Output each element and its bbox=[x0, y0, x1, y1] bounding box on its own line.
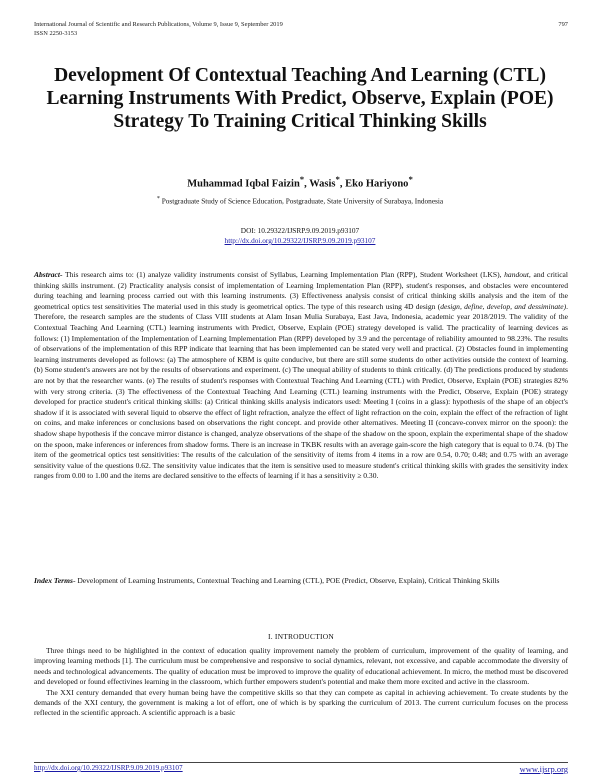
doi-block bbox=[40, 226, 560, 246]
abstract-text-1: This research aims to: (1) analyze validity instruments consist of Syllabus, Learning Implementation Plan (RPP), Student Worksheet (LKS), bbox=[62, 270, 505, 279]
running-header bbox=[34, 20, 568, 38]
index-terms bbox=[34, 576, 568, 587]
affiliation bbox=[40, 196, 560, 205]
journal-name: International Journal of Scientific and Research Publications, Volume 9, Issue 9, September 2019 bbox=[34, 21, 283, 28]
section-heading: I. INTRODUCTION bbox=[268, 632, 334, 641]
footer-site-link[interactable]: www.ijsrp.org bbox=[519, 764, 568, 774]
author-1-mark: * bbox=[299, 174, 305, 184]
abstract-text-3: . Therefore, the research samples are the students of Class VIII students at Alam Insan Mulia Surabaya, East Java, Indonesia, academic year 2018/2019. The validity of the Contextual Teaching And Learning (CTL) learning instruments with Predict, Observe, Explain (POE) strategy developed is valid. The practicality of learning devices as follows: (1) Implementation of the Implementation of Learning Implementation Plan (RPP) developed by 3.9 and the percentage of reliability amounted to 98.23%. The results of observations of the implementation of this RPP indicate that learning that has been implemented can be stated very well and practical. (2) Obstacles found in implementing learning instruments developed as follows: (a) The atmosphere of KBM is quite conducive, but there are still some students do other activities outside the context of learning. (b) Some student's answers are not by the results of observations and experiment. (c) The unequal ability of students to think critically. (d) The predictions produced by students are not by that the researcher wants. (e) The results of student's responses with Contextual Teaching And Learning (CTL) with Predict, Observe, Explain (POE) strategies 82% with very strong criteria. (3) The effectiveness of the Contextual Teaching And Learning (CTL) learning instruments with the Predict, Observe, Explain (POE) strategy developed for practice student's critical thinking skills: (a) Critical thinking skills analysis indicators used: Meeting I (coins in a glass): hypothesis of the shape of an object's shadow if it is associated with several liquid to observe the effect of light refraction, analyze the effect of light refraction on the coin, explain the effect of the refraction of light on coins, and make inferences or conclusions based on observations the right concept. and provide other alternatives. Meeting II (concave-convex mirror on the spoon): the shadow shape hypothesis if the concave mirror distance is changed, analyze observations of the shape of the shadow on the spoon, explain the experimental shape of the shadow on the spoon, make inferences or inferences from shadow forms. There is an increase in TKBK results with an average gain-score the high category that is equal to 0.74. (b) The item of the geometrical optics test sensitivities: The results of the calculation of the sensitivity of items from 4 items in a row are 0.54, 0.70; 0.48; and 0.75 with an average sensitivity value of the questions 0.62. The sensitivity value indicates that the item is sensitive used to measure student's critical thinking skills with grades the sensitivity index ranges from 0.00 to 1.00 and the items are declared sensitive to the effects of learning if it has a sensitivity ≥ 0.30. bbox=[34, 301, 568, 481]
author-list bbox=[40, 174, 560, 190]
index-terms-label: Index Terms bbox=[34, 576, 73, 585]
doi-link[interactable]: http://dx.doi.org/10.29322/IJSRP.9.09.2019.p93107 bbox=[224, 236, 376, 245]
abstract-handout: handout bbox=[504, 270, 529, 279]
abstract-design: design, define, develop, and dessiminate) bbox=[440, 301, 567, 311]
author-3: Eko Hariyono bbox=[345, 178, 409, 190]
footer-divider bbox=[34, 762, 568, 763]
issn: ISSN 2250-3153 bbox=[34, 30, 78, 37]
author-2-mark: * bbox=[335, 174, 340, 184]
introduction-body bbox=[34, 646, 568, 719]
footer-doi-link[interactable]: http://dx.doi.org/10.29322/IJSRP.9.09.2019.p93107 bbox=[34, 764, 183, 772]
paper-title: Development Of Contextual Teaching And Learning (CTL) Learning Instruments With Predict, Observe, Explain (POE) Strategy To Training Critical Thinking Skills bbox=[46, 65, 554, 132]
body-paragraph: Three things need to be highlighted in the context of education quality improvement namely the problem of curriculum, improvement of the quality of learning, and improving learning methods [1]. The curriculum must be comprehensive and responsive to social dynamics, relevant, not excessive, and capable accommodate the diversity of needs and technological advancements. The quality of education must be improved to improve the quality of educational achievement. In micro, the method must be discovered and developed or found effectivines learning in the classroom, which further empowers student's potential and make them more excited and active in the classroom. bbox=[34, 646, 568, 687]
author-3-mark: * bbox=[408, 174, 413, 184]
index-terms-text: - Development of Learning Instruments, Contextual Teaching and Learning (CTL), POE (Predict, Observe, Explain), Critical Thinking Skills bbox=[72, 576, 500, 585]
affiliation-text: Postgraduate Study of Science Education, Postgraduate, State University of Surabaya, Indonesia bbox=[161, 196, 444, 206]
body-paragraph: The XXI century demanded that every human being have the competitive skills so that they can compete as capital in achieving achievement. To create students by the demands of the XXI century, the government is making a lot of effort, one of which is by sparking the curriculum of 2013. The current curriculum focuses on the process reflected in the scientific approach. A scientific approach is a basic bbox=[34, 687, 568, 718]
abstract-label: Abstract- bbox=[34, 270, 63, 279]
author-2: Wasis bbox=[309, 178, 336, 190]
abstract-text-2: , and critical thinking skills instrument. (2) Practicality analysis consist of implementation of Learning Implementation Plan (RPP), student's responses, and obstacles were encountered during teaching and learning process carried out with this learning instruments. (3) Effectiveness analysis consist of critical thinking skills analysis and the item of the geometrical optics test sensitivities The material used in this study is geometrical optics. The type of this research using 4D design ( bbox=[34, 270, 568, 311]
page-footer bbox=[34, 764, 568, 772]
affiliation-mark: * bbox=[156, 196, 160, 202]
author-separator: , bbox=[339, 178, 346, 190]
author-1: Muhammad Iqbal Faizin bbox=[187, 178, 300, 190]
page-number: 797 bbox=[558, 21, 568, 28]
abstract bbox=[34, 270, 568, 482]
author-separator: , bbox=[304, 178, 310, 190]
doi-text: DOI: 10.29322/IJSRP.9.09.2019.p93107 bbox=[240, 226, 360, 235]
